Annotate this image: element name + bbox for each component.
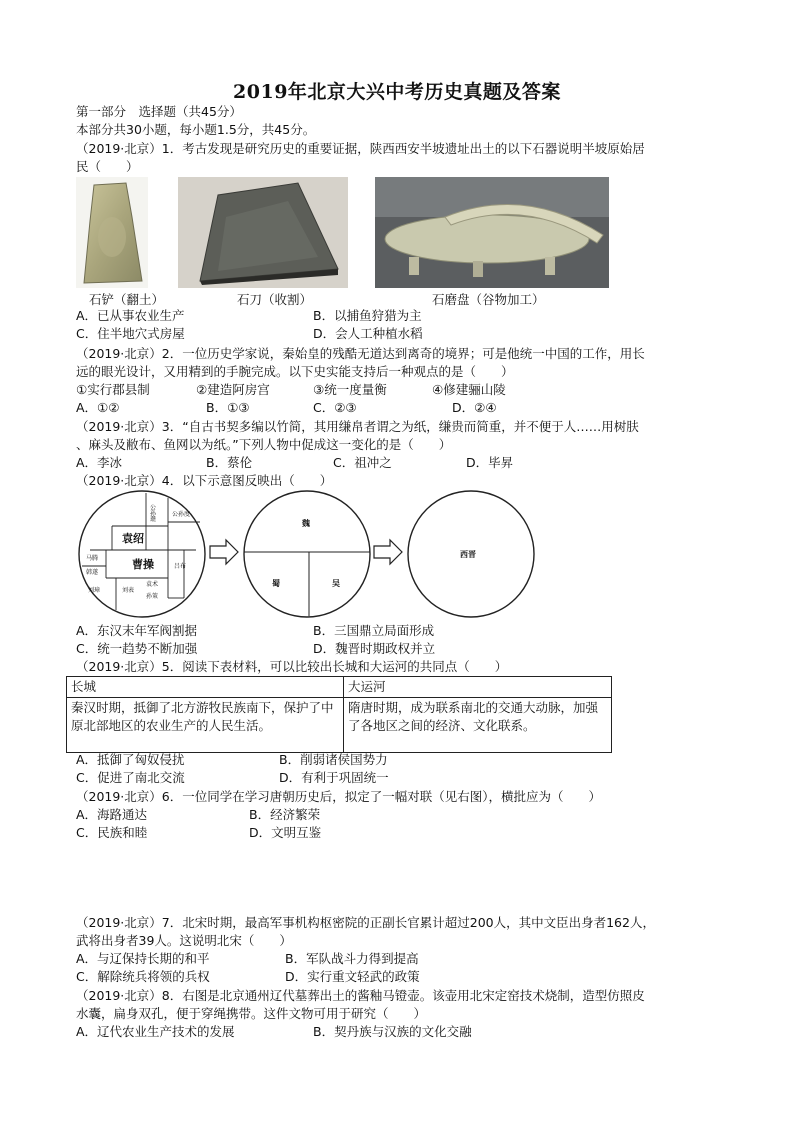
q7-option-a[interactable]: A．与辽保持长期的和平 [76, 951, 210, 966]
q7-option-d[interactable]: D．实行重文轻武的政策 [285, 969, 420, 984]
q3-option-b[interactable]: B．蔡伦 [206, 455, 253, 470]
q3-stem-line1: （2019·北京）3．“自古书契多编以竹简，其用缣帛者谓之为纸，缣贵而简重，并不便于人……用树肤 [76, 419, 639, 434]
q3-option-d[interactable]: D．毕昇 [466, 455, 514, 470]
label-lvbu: 吕布 [174, 563, 187, 570]
caption-grinding-slab: 石磨盘（谷物加工） [432, 292, 545, 307]
q1-option-c[interactable]: C．住半地穴式房屋 [76, 326, 185, 341]
q4-option-b[interactable]: B．三国鼎立局面形成 [313, 623, 435, 638]
q2-stem-line1: （2019·北京）2．一位历史学家说，秦始皇的残酷无道达到离奇的境界；可是他统一中国的工作，用长 [76, 346, 645, 361]
three-kingdoms-circle [244, 491, 370, 617]
arrow-right-icon [374, 540, 402, 564]
q2-item-3: ③统一度量衡 [313, 382, 387, 397]
table-header-great-wall: 长城 [67, 677, 344, 698]
table-cell-great-wall: 秦汉时期，抵御了北方游牧民族南下，保护了中原北部地区的农业生产的人民生活。 [67, 698, 344, 753]
q8-option-b[interactable]: B．契丹族与汉族的文化交融 [313, 1024, 472, 1039]
q4-stem: （2019·北京）4．以下示意图反映出（ ） [76, 473, 333, 488]
q1-stem-line2: 民（ ） [76, 159, 139, 174]
q6-option-d[interactable]: D．文明互鉴 [249, 825, 322, 840]
label-gongsundu: 公孙度 [172, 511, 191, 518]
section-heading: 第一部分 选择题（共45分） [76, 104, 242, 119]
q6-option-b[interactable]: B．经济繁荣 [249, 807, 321, 822]
table-cell-grand-canal: 隋唐时期，成为联系南北的交通大动脉，加强了各地区之间的经济、文化联系。 [344, 698, 612, 753]
label-caocao: 曹操 [132, 558, 154, 571]
q3-option-a[interactable]: A．李冰 [76, 455, 123, 470]
q7-stem-line2: 武将出身者39人。这说明北宋（ ） [76, 933, 292, 948]
q5-option-c[interactable]: C．促进了南北交流 [76, 770, 185, 785]
q4-option-d[interactable]: D．魏晋时期政权并立 [313, 641, 436, 656]
stone-knife-image [178, 177, 348, 288]
label-liubiao: 刘表 [122, 587, 135, 594]
q1-option-d[interactable]: D．会人工种植水稻 [313, 326, 423, 341]
q1-stem-line1: （2019·北京）1．考古发现是研究历史的重要证据，陕西西安半坡遗址出土的以下石器说明半坡原始居 [76, 141, 645, 156]
arrow-right-icon [210, 540, 238, 564]
q2-option-a[interactable]: A．①② [76, 400, 120, 415]
page-title: 2019年北京大兴中考历史真题及答案 [233, 81, 561, 103]
label-yuanshao: 袁绍 [122, 532, 144, 545]
q3-stem-line2: 、麻头及敝布、鱼网以为纸。”下列人物中促成这一变化的是（ ） [76, 437, 452, 452]
q2-stem-line2: 远的眼光设计，又用精到的手腕完成。以下史实能支持后一种观点的是（ ） [76, 364, 514, 379]
label-yuanshu: 袁术 [146, 581, 159, 588]
q7-option-c[interactable]: C．解除统兵将领的兵权 [76, 969, 210, 984]
q7-stem-line1: （2019·北京）7．北宋时期，最高军事机构枢密院的正副长官累计超过200人，其中文臣出身者162人， [76, 915, 655, 930]
q5-comparison-table [66, 676, 612, 753]
q5-stem: （2019·北京）5．阅读下表材料，可以比较出长城和大运河的共同点（ ） [76, 659, 508, 674]
warlords-circle [79, 491, 205, 617]
label-hansui: 韩遂 [86, 569, 99, 576]
label-sunce: 孙策 [146, 593, 159, 600]
caption-stone-knife: 石刀（收割） [237, 292, 313, 307]
q4-option-a[interactable]: A．东汉末年军阀割据 [76, 623, 198, 638]
q6-stem: （2019·北京）6．一位同学在学习唐朝历史后，拟定了一幅对联（见右图），横批应为（ ） [76, 789, 601, 804]
q2-option-b[interactable]: B．①③ [206, 400, 250, 415]
q2-item-2: ②建造阿房宫 [196, 382, 270, 397]
q2-option-d[interactable]: D．②④ [452, 400, 497, 415]
q2-option-c[interactable]: C．②③ [313, 400, 357, 415]
q8-option-a[interactable]: A．辽代农业生产技术的发展 [76, 1024, 235, 1039]
q6-option-a[interactable]: A．海路通达 [76, 807, 148, 822]
q4-option-c[interactable]: C．统一趋势不断加强 [76, 641, 198, 656]
q6-option-c[interactable]: C．民族和睦 [76, 825, 148, 840]
label-gongsunzan: 公孙瓒 [148, 504, 156, 522]
q3-option-c[interactable]: C．祖冲之 [333, 455, 392, 470]
label-mateng: 马腾 [86, 555, 99, 562]
label-wu: 吴 [332, 578, 340, 588]
q8-stem-line1: （2019·北京）8．右图是北京通州辽代墓葬出土的酱釉马镫壶。该壶用北宋定窑技术烧制，造型仿照皮 [76, 988, 645, 1003]
label-xijin: 西晋 [460, 549, 476, 559]
grinding-slab-image [375, 177, 609, 288]
q8-stem-line2: 水囊，扁身双孔，便于穿绳携带。这件文物可用于研究（ ） [76, 1006, 427, 1021]
q1-option-b[interactable]: B．以捕鱼狩猎为主 [313, 308, 422, 323]
label-wei: 魏 [302, 518, 310, 528]
q7-option-b[interactable]: B．军队战斗力得到提高 [285, 951, 419, 966]
q5-option-a[interactable]: A．抵御了匈奴侵扰 [76, 752, 185, 767]
stone-shovel-image [76, 177, 148, 288]
q5-option-b[interactable]: B．削弱诸侯国势力 [279, 752, 388, 767]
caption-stone-shovel: 石铲（翻土） [89, 292, 165, 307]
section-note: 本部分共30小题，每小题1.5分，共45分。 [76, 122, 316, 137]
label-shu: 蜀 [272, 578, 280, 588]
label-liuzhang: 刘璋 [88, 587, 101, 594]
table-header-grand-canal: 大运河 [344, 677, 612, 698]
q4-map-diagram [76, 488, 538, 620]
q2-item-4: ④修建骊山陵 [432, 382, 506, 397]
q1-option-a[interactable]: A．已从事农业生产 [76, 308, 185, 323]
q2-item-1: ①实行郡县制 [76, 382, 150, 397]
q5-option-d[interactable]: D．有利于巩固统一 [279, 770, 389, 785]
